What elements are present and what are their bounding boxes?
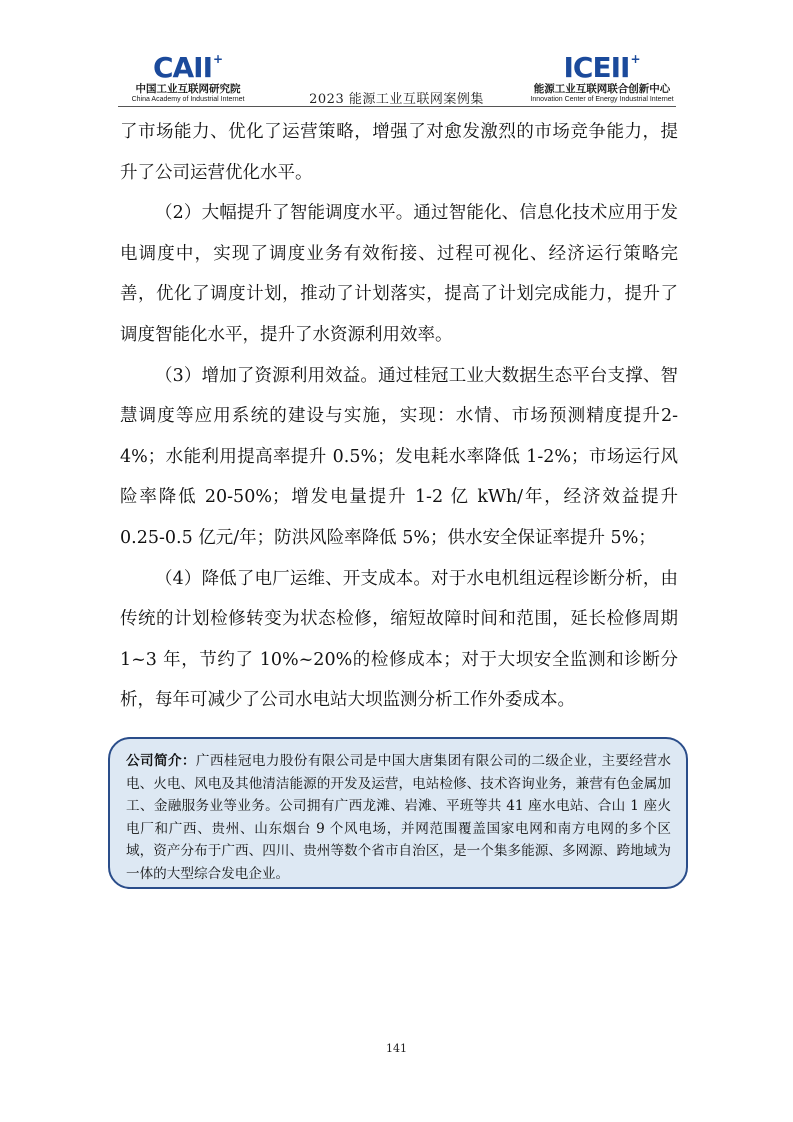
page-number: 141 <box>386 1042 407 1055</box>
body-paragraph-4: （4）降低了电厂运维、开支成本。对于水电机组远程诊断分析，由传统的计划检修转变为状态检修，缩短故障时间和范围，延长检修周期 1~3 年，节约了 10%~20%的检修成本；对于大坝安全监测和诊断分析，每年可减少了公司水电站大坝监测分析工作外委成本。 <box>120 568 678 711</box>
company-profile-body: 广西桂冠电力股份有限公司是中国大唐集团有限公司的二级企业，主要经营水电、火电、风电及其他清洁能源的开发及运营，电站检修、技术咨询业务，兼营有色金属加工、金融服务业等业务。公司拥有广西龙滩、岩滩、平班等共 41 座水电站、合山 1 座火电厂和广西、贵州、山东烟台 9 个风电场，并网范围覆盖国家电网和南方电网的多个区域，资产分布于广西、四川、贵州等数个省市自治区，是一个集多能源、多网源、跨地域为一体的大型综合发电企业。 <box>126 753 671 882</box>
body-text <box>120 112 678 721</box>
body-paragraph-2: （2）大幅提升了智能调度水平。通过智能化、信息化技术应用于发电调度中，实现了调度业务有效衔接、过程可视化、经济运行策略完善，优化了调度计划，推动了计划落实，提高了计划完成能力，提升了调度智能化水平，提升了水资源利用效率。 <box>120 203 678 345</box>
iceii-logo-mark <box>527 52 677 82</box>
header-divider <box>118 106 676 107</box>
iceii-logo-plus: + <box>630 52 641 66</box>
body-paragraph-3: （3）增加了资源利用效益。通过桂冠工业大数据生态平台支撑、智慧调度等应用系统的建设与实施，实现：水情、市场预测精度提升2-4%；水能利用提高率提升 0.5%；发电耗水率降低 1-2%；市场运行风险率降低 20-50%；增发电量提升 1-2 亿 kWh/年，经济效益提升0.25-0.5 亿元/年；防洪风险率降低 5%；供水安全保证率提升 5%； <box>120 365 678 548</box>
company-profile-text <box>126 750 671 886</box>
iceii-logo-letters: ICEII <box>563 51 630 84</box>
company-profile-label: 公司简介： <box>126 753 196 769</box>
company-profile-box <box>108 737 688 889</box>
page-header <box>0 0 793 110</box>
running-title: 2023 能源工业互联网案例集 <box>309 92 484 107</box>
caii-logo-mark <box>118 52 258 82</box>
body-paragraph-1: 了市场能力、优化了运营策略，增强了对愈发激烈的市场竞争能力，提升了公司运营优化水平。 <box>120 122 678 183</box>
caii-name-cn: 中国工业互联网研究院 <box>135 83 241 95</box>
iceii-logo <box>527 52 677 104</box>
caii-name-en: China Academy of Industrial Internet <box>131 96 245 103</box>
caii-logo-letters: CAII <box>152 51 212 84</box>
caii-logo-plus: + <box>213 52 224 66</box>
iceii-name-en: Innovation Center of Energy Industrial Internet <box>530 96 674 103</box>
iceii-name-cn: 能源工业互联网联合创新中心 <box>533 83 671 95</box>
